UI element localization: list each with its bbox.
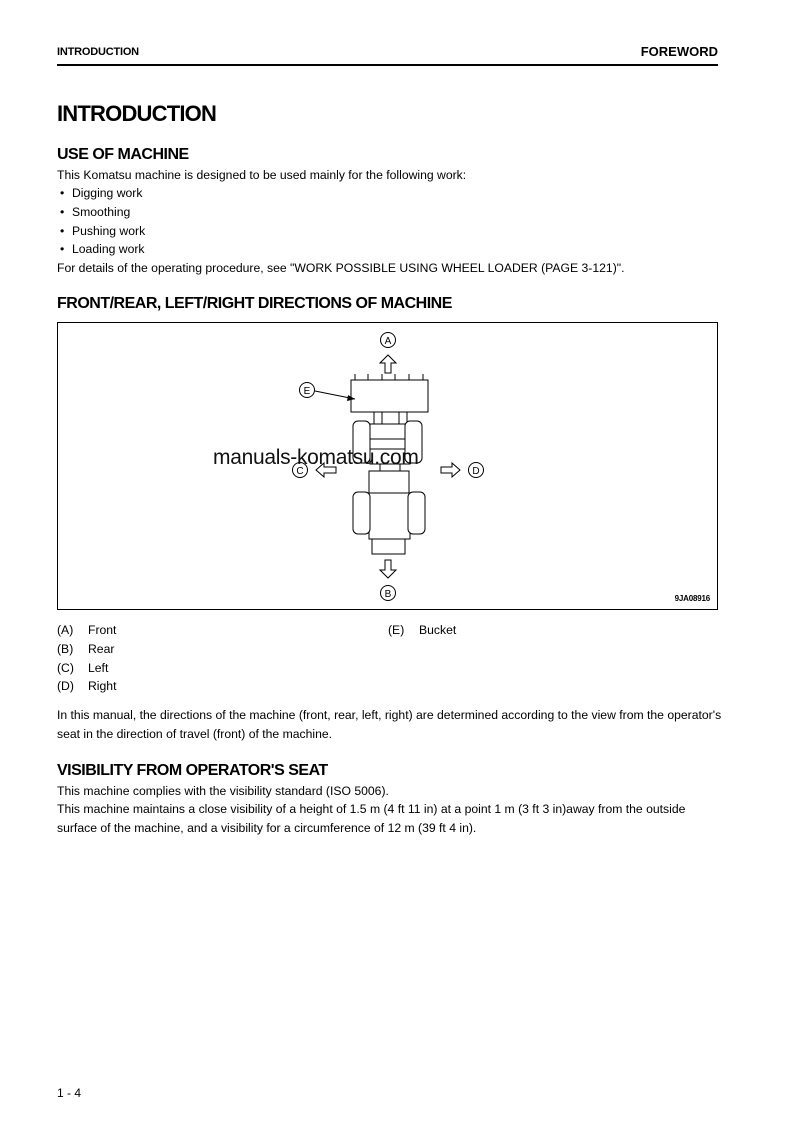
page-title: INTRODUCTION [57, 101, 217, 126]
bullet-icon: • [60, 242, 65, 256]
rear-left-tire [353, 492, 370, 534]
bucket-shape [351, 380, 428, 412]
legend-label: Right [88, 679, 117, 693]
legend-label: Front [88, 623, 117, 637]
legend-item [57, 622, 116, 638]
legend-key: (E) [388, 623, 405, 637]
legend-key: (D) [57, 679, 74, 693]
counterweight [372, 539, 405, 554]
right-arrow-icon [441, 463, 460, 477]
legend-key: (B) [57, 642, 74, 656]
use-of-machine-heading: USE OF MACHINE [57, 146, 189, 163]
legend-label: Rear [88, 642, 115, 656]
visibility-standard-text: This machine complies with the visibility standard (ISO 5006). [57, 784, 389, 798]
visibility-paragraph: This machine maintains a close visibility of a height of 1.5 m (4 ft 11 in) at a point 1 m (3 ft 3 in)away from the outside surface of the machine, and a visibility for a circumference of 12 m (39 ft 4 in). [57, 802, 686, 835]
header-rule [57, 64, 718, 66]
callout-b-label: B [384, 589, 392, 600]
visibility-heading: VISIBILITY FROM OPERATOR'S SEAT [57, 762, 328, 779]
list-item-label: Smoothing [72, 205, 131, 219]
list-item [60, 223, 145, 239]
legend-label: Bucket [419, 623, 457, 637]
figure-code: 9JA08916 [674, 594, 710, 603]
directions-heading: FRONT/REAR, LEFT/RIGHT DIRECTIONS OF MACHINE [57, 295, 452, 312]
legend-key: (A) [57, 623, 74, 637]
rear-arrow-icon [380, 560, 396, 578]
list-item [60, 204, 130, 220]
bucket-teeth [355, 374, 423, 380]
list-item-label: Pushing work [72, 224, 146, 238]
legend-item [388, 622, 456, 638]
header-chapter-label: FOREWORD [640, 44, 718, 59]
header-section-label: INTRODUCTION [57, 46, 139, 58]
list-item-label: Loading work [72, 242, 145, 256]
list-item [60, 241, 145, 257]
bullet-icon: • [60, 205, 65, 219]
list-item-label: Digging work [72, 186, 143, 200]
legend-item [57, 660, 108, 676]
callout-e-label: E [303, 386, 311, 397]
rear-right-tire [408, 492, 425, 534]
legend-item [57, 641, 114, 657]
bullet-icon: • [60, 186, 65, 200]
callout-a-label: A [384, 336, 392, 347]
callout-c-label: C [296, 466, 304, 477]
operating-procedure-reference: For details of the operating procedure, see "WORK POSSIBLE USING WHEEL LOADER (PAGE 3-121)". [57, 261, 625, 275]
list-item [60, 185, 142, 201]
bullet-icon: • [60, 224, 65, 238]
rear-frame [369, 471, 409, 493]
front-arrow-icon [380, 355, 396, 373]
page-number: 1 - 4 [57, 1086, 82, 1100]
directions-paragraph: In this manual, the directions of the machine (front, rear, left, right) are determined according to the view from the operator's seat in the direction of travel (front) of the machine. [57, 708, 722, 741]
operator-cab [369, 493, 410, 539]
watermark: manuals-komatsu.com [213, 446, 419, 469]
legend-label: Left [88, 661, 109, 675]
use-of-machine-intro: This Komatsu machine is designed to be used mainly for the following work: [57, 168, 467, 182]
legend-item [57, 678, 116, 694]
legend-key: (C) [57, 661, 74, 675]
callout-d-label: D [472, 466, 480, 477]
